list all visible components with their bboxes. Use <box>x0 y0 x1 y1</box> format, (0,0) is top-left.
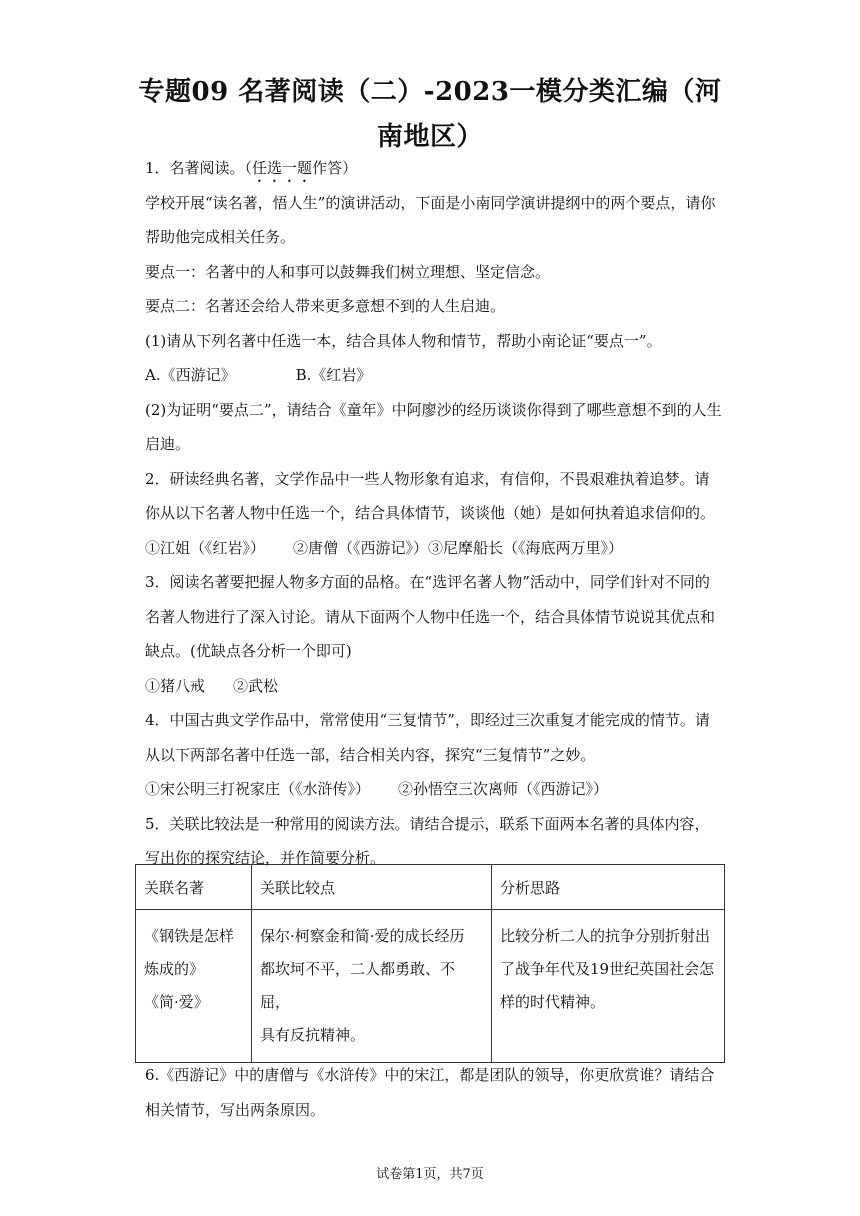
page-title <box>120 70 740 160</box>
question-6-block <box>145 1065 730 1134</box>
question-2-options: ①江姐（《红岩》） ②唐僧（《西游记》）③尼摩船长（《海底两万里》） <box>145 538 624 557</box>
page-footer: 试卷第1页，共7页 <box>376 1167 484 1182</box>
question-5-cont: 写出你的探究结论，并作简要分析。 <box>145 849 386 867</box>
table-cell-comparison: 保尔·柯察金和简·爱的成长经历 都坎坷不平，二人都勇敢、不屈， 具有反抗精神。 <box>252 910 492 1063</box>
question-3: 3．阅读名著要把握人物多方面的品格。在“选评名著人物”活动中，同学们针对不同的 <box>145 573 710 591</box>
option-b: B.《红岩》 <box>295 366 372 384</box>
subquestion-1: (1)请从下列名著中任选一本，结合具体人物和情节，帮助小南论证“要点一”。 <box>145 331 662 350</box>
table-header-cell: 关联名著 <box>136 865 252 910</box>
question-3-cont-2: 缺点。(优缺点各分析一个即可) <box>145 642 352 660</box>
table-cell-analysis: 比较分析二人的抗争分别折射出 了战争年代及19世纪英国社会怎 样的时代精神。 <box>492 910 725 1063</box>
point-one: 要点一：名著中的人和事可以鼓舞我们树立理想、坚定信念。 <box>145 262 551 281</box>
question-6-cont: 相关情节，写出两条原因。 <box>145 1100 326 1119</box>
question-1-heading: 1．名著阅读。（任选一题作答） <box>145 159 358 177</box>
subquestion-2-cont: 启迪。 <box>145 435 191 453</box>
table-cell-books: 《钢铁是怎样 炼成的》 《简·爱》 <box>136 910 252 1063</box>
question-2-cont: 你从以下名著人物中任选一个，结合具体情节，谈谈他（她）是如何执着追求信仰的。 <box>145 504 716 522</box>
option-a: A.《西游记》 <box>145 366 236 384</box>
subquestion-2: (2)为证明“要点二”，请结合《童年》中阿廖沙的经历谈谈你得到了哪些意想不到的人生 <box>145 400 722 419</box>
question-1-intro-cont: 帮助他完成相关任务。 <box>145 228 296 246</box>
title-line-1: 专题09 名著阅读（二）-2023一模分类汇编（河 <box>138 77 722 107</box>
question-4-options: ①宋公明三打祝家庄（《水浒传》） ②孙悟空三次离师（《西游记》） <box>145 780 609 798</box>
question-4: 4．中国古典文学作品中，常常使用“三复情节”，即经过三次重复才能完成的情节。请 <box>145 711 710 729</box>
table-header-cell: 分析思路 <box>492 865 725 910</box>
question-4-cont: 从以下两部名著中任选一部，结合相关内容，探究“三复情节”之妙。 <box>145 745 596 764</box>
question-3-options: ①猪八戒 ②武松 <box>145 676 279 695</box>
table-header-row <box>136 865 725 910</box>
emphasis-text: 任选一题 <box>252 159 313 177</box>
question-3-cont: 名著人物进行了深入讨论。请从下面两个人物中任选一个，结合具体情节说说其优点和 <box>145 607 716 626</box>
question-2: 2．研读经典名著，文学作品中一些人物形象有追求，有信仰，不畏艰难执着追梦。请 <box>145 469 710 488</box>
question-list <box>145 158 730 883</box>
point-two: 要点二：名著还会给人带来更多意想不到的人生启迪。 <box>145 297 506 315</box>
question-6: 6.《西游记》中的唐僧与《水浒传》中的宋江，都是团队的领导，你更欣赏谁？请结合 <box>145 1066 715 1084</box>
question-5: 5．关联比较法是一种常用的阅读方法。请结合提示，联系下面两本名著的具体内容， <box>145 814 710 833</box>
question-1-intro: 学校开展“读名著，悟人生”的演讲活动，下面是小南同学演讲提纲中的两个要点，请你 <box>145 193 716 212</box>
table-header-cell: 关联比较点 <box>252 865 492 910</box>
subquestion-1-options <box>145 365 730 400</box>
title-line-2: 南地区） <box>376 122 483 152</box>
table-row <box>136 910 725 1063</box>
comparison-table <box>135 864 725 1063</box>
